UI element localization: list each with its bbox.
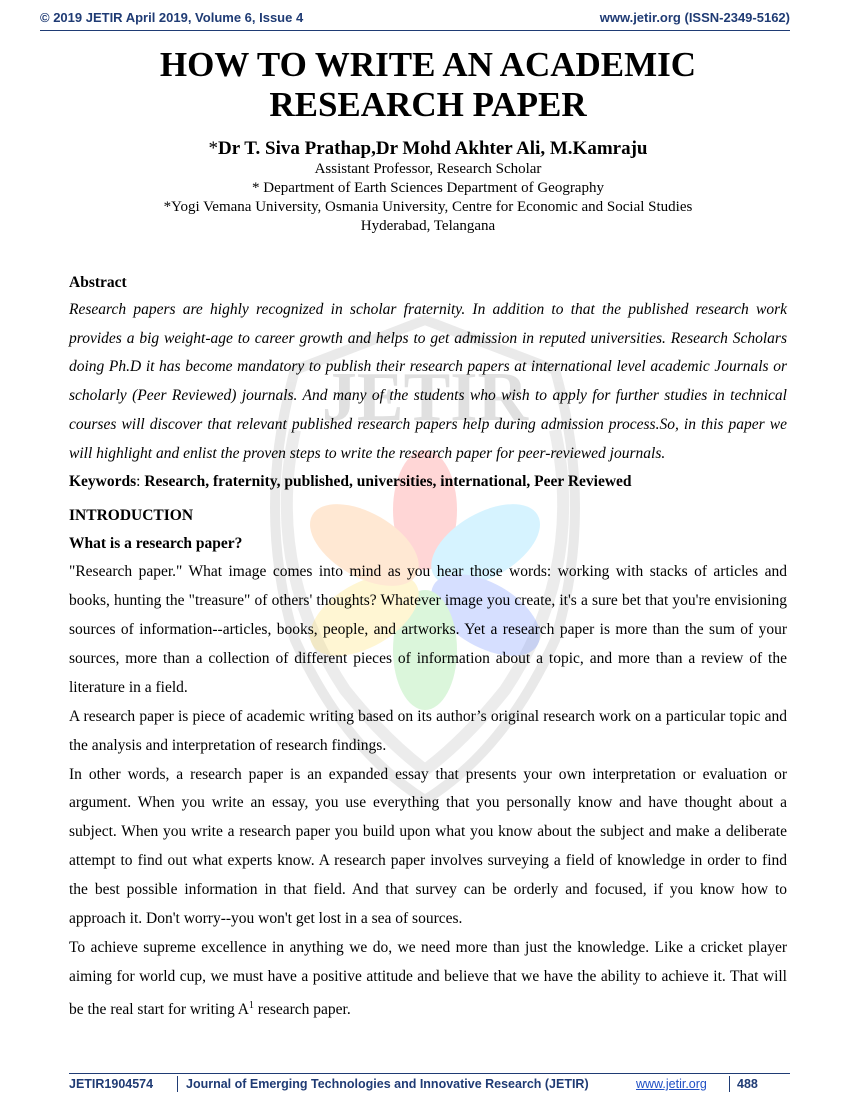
authors-line <box>69 138 787 160</box>
affiliation-4: Hyderabad, Telangana <box>360 218 496 234</box>
keywords-line <box>69 468 787 496</box>
affiliation-3: *Yogi Vemana University, Osmania University, Centre for Economic and Social Studies <box>163 199 693 215</box>
paragraph-4 <box>69 934 787 1025</box>
header-site-issn: www.jetir.org (ISSN-2349-5162) <box>599 10 790 25</box>
footer-divider <box>177 1076 178 1092</box>
authors-marker: * <box>208 138 219 159</box>
paragraph-4-tail: research paper. <box>253 1000 351 1018</box>
keywords-list: Research, fraternity, published, universities, international, Peer Reviewed <box>144 473 632 491</box>
authors: Dr T. Siva Prathap,Dr Mohd Akhter Ali, M.Kamraju <box>218 138 648 159</box>
watermark-text: JETIR <box>321 359 529 436</box>
affiliation-2: * Department of Earth Sciences Department of Geography <box>252 180 604 196</box>
paragraph-1: "Research paper." What image comes into mind as you hear those words: working with stacks of articles and books, hunting the "treasure" of others' thoughts? Whatever image you create, it's a sure bet that you're envisioning sources of information--articles, books, people, and artworks. Yet a research paper is more than the sum of your sources, more than a collection of different pieces of information about a topic, and more than a review of the literature in a field. <box>69 563 787 696</box>
keywords-separator: : <box>136 473 145 491</box>
footer-site-link[interactable]: www.jetir.org <box>636 1077 707 1091</box>
paragraph-2: A research paper is piece of academic writing based on its author’s original research work on a particular topic and the analysis and interpretation of research findings. <box>69 707 787 754</box>
footer-journal: Journal of Emerging Technologies and Innovative Research (JETIR) <box>186 1077 589 1091</box>
running-header <box>40 8 790 31</box>
paragraph-4-superscript: 1 <box>248 999 254 1011</box>
section-question: What is a research paper? <box>69 535 243 553</box>
footer-paper-id: JETIR1904574 <box>69 1077 154 1091</box>
footer-divider-2 <box>729 1076 730 1092</box>
introduction-heading: INTRODUCTION <box>69 507 194 525</box>
paragraph-4-text: To achieve supreme excellence in anything we do, we need more than just the knowledge. Like a cricket player aiming for world cup, we must have a positive attitude and believe that we have the ability to achieve it. That will be the real start for writing A <box>69 939 787 1018</box>
running-footer <box>69 1073 790 1094</box>
footer-page-number: 488 <box>737 1077 758 1091</box>
paper-body <box>69 45 787 1025</box>
paper-title: HOW TO WRITE AN ACADEMIC RESEARCH PAPER <box>159 45 697 124</box>
affiliation-1: Assistant Professor, Research Scholar <box>314 161 542 177</box>
abstract-heading: Abstract <box>69 274 127 291</box>
paragraph-3: In other words, a research paper is an expanded essay that presents your own interpretation or evaluation or argument. When you write an essay, you use everything that you personally know and have thought about a subject. When you write a research paper you build upon what you know about the subject and make a deliberate attempt to find out what experts know. A research paper involves surveying a field of knowledge in order to find the best possible information in that field. And that survey can be orderly and focused, if you know how to approach it. Don't worry--you won't get lost in a sea of sources. <box>69 765 787 928</box>
keywords-label: Keywords <box>69 473 137 491</box>
abstract-text: Research papers are highly recognized in scholar fraternity. In addition to that the published research work provides a big weight-age to career growth and helps to get admission in reputed universities. Research Scholars doing Ph.D it has become mandatory to publish their research papers at international level academic Journals or scholarly (Peer Reviewed) journals. And many of the students who wish to apply for further studies in technical courses will discover that relevant published research papers help during admission process.So, in this paper we will highlight and enlist the proven steps to write the research paper for peer-reviewed journals. <box>69 301 787 462</box>
header-issue: © 2019 JETIR April 2019, Volume 6, Issue 4 <box>40 10 304 25</box>
